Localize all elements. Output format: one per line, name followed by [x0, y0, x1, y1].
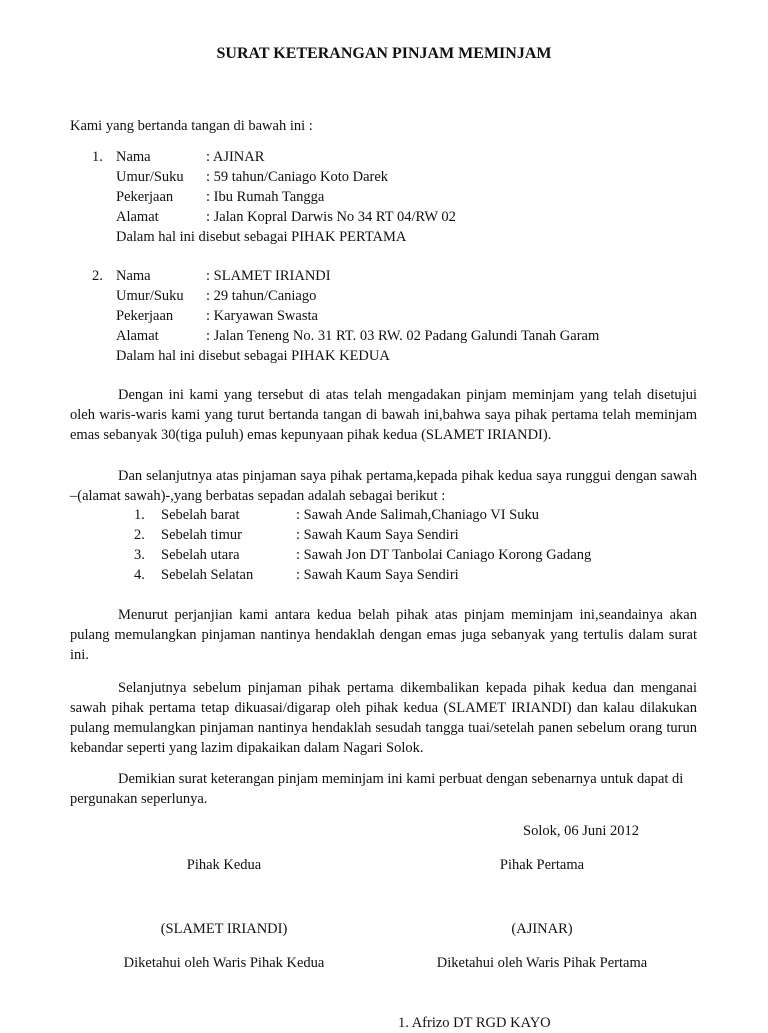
paragraph-text: Menurut perjanjian kami antara kedua belah pihak atas pinjam meminjam ini,seandainya akan pulang memulangkan pinjaman nantinya hendaklah dengan emas juga sebanyak yang tertulis dalam surat ini.	[70, 607, 697, 663]
field-label: Umur/Suku	[116, 169, 184, 185]
field-label: Pekerjaan	[116, 189, 174, 205]
boundary-value: : Sawah Ande Salimah,Chaniago VI Suku	[296, 507, 539, 523]
boundary-value: : Sawah Jon DT Tanbolai Caniago Korong Gadang	[296, 547, 592, 563]
place-date: Solok, 06 Juni 2012	[523, 823, 640, 839]
signature-name-left: (SLAMET IRIANDI)	[160, 921, 288, 937]
party-designation: Dalam hal ini disebut sebagai PIHAK PERTAMA	[116, 229, 407, 245]
paragraph-repayment	[70, 605, 697, 665]
list-number: 4.	[134, 567, 145, 583]
field-label: Alamat	[116, 209, 159, 225]
signature-name-right: (AJINAR)	[511, 921, 573, 937]
party-designation: Dalam hal ini disebut sebagai PIHAK KEDUA	[116, 348, 390, 364]
party-number: 1.	[92, 149, 103, 165]
witness-name-cutoff: 1. Afrizo DT RGD KAYO	[398, 1015, 551, 1031]
paragraph-text: Dengan ini kami yang tersebut di atas telah mengadakan pinjam meminjam yang telah disetujui oleh waris-waris kami yang turut bertanda tangan di bawah ini,bahwa saya pihak pertama telah meminjam emas sebanyak 30(tiga puluh) emas kepunyaan pihak kedua (SLAMET IRIANDI).	[70, 387, 697, 443]
paragraph-collateral	[70, 466, 697, 506]
field-label: Nama	[116, 268, 151, 284]
list-number: 1.	[134, 507, 145, 523]
list-number: 3.	[134, 547, 145, 563]
signature-role-right: Pihak Pertama	[499, 857, 585, 873]
paragraph-loan-agreement	[70, 385, 697, 445]
intro-text: Kami yang bertanda tangan di bawah ini :	[70, 118, 313, 134]
boundary-label: Sebelah Selatan	[161, 567, 254, 583]
boundary-label: Sebelah timur	[161, 527, 242, 543]
paragraph-land-use	[70, 678, 697, 758]
paragraph-closing	[70, 769, 697, 809]
field-value: : AJINAR	[206, 149, 265, 165]
field-value: : 59 tahun/Caniago Koto Darek	[206, 169, 389, 185]
witness-label-left: Diketahui oleh Waris Pihak Kedua	[123, 955, 325, 971]
field-label: Alamat	[116, 328, 159, 344]
field-value: : 29 tahun/Caniago	[206, 288, 317, 304]
paragraph-text: Dan selanjutnya atas pinjaman saya pihak pertama,kepada pihak kedua saya runggui dengan sawah –(alamat sawah)-,yang berbatas sepadan adalah sebagai berikut :	[70, 468, 697, 504]
witness-label-right: Diketahui oleh Waris Pihak Pertama	[436, 955, 648, 971]
list-number: 2.	[134, 527, 145, 543]
boundary-value: : Sawah Kaum Saya Sendiri	[296, 567, 459, 583]
field-value: : Karyawan Swasta	[206, 308, 318, 324]
boundary-value: : Sawah Kaum Saya Sendiri	[296, 527, 459, 543]
paragraph-text: Selanjutnya sebelum pinjaman pihak pertama dikembalikan kepada pihak kedua dan menganai sawah pihak pertama tetap dikuasai/digarap oleh pihak kedua (SLAMET IRIANDI) dan kalau dilakukan pulang memulangkan pinjaman nantinya hendaklah sesudah tangga tuai/setelah panen sebelum orang turun kebandar seperti yang lazim dipakaikan dalam Nagari Solok.	[70, 680, 697, 756]
field-label: Pekerjaan	[116, 308, 174, 324]
paragraph-text: Demikian surat keterangan pinjam meminjam ini kami perbuat dengan sebenarnya untuk dapat di pergunakan seperlunya.	[70, 771, 684, 807]
field-value: : Jalan Kopral Darwis No 34 RT 04/RW 02	[206, 209, 456, 225]
field-value: : Jalan Teneng No. 31 RT. 03 RW. 02 Padang Galundi Tanah Garam	[206, 328, 600, 344]
field-value: : Ibu Rumah Tangga	[206, 189, 325, 205]
field-value: : SLAMET IRIANDI	[206, 268, 331, 284]
document-title: SURAT KETERANGAN PINJAM MEMINJAM	[216, 45, 552, 62]
field-label: Nama	[116, 149, 151, 165]
boundary-label: Sebelah utara	[161, 547, 240, 563]
party-number: 2.	[92, 268, 103, 284]
field-label: Umur/Suku	[116, 288, 184, 304]
boundary-label: Sebelah barat	[161, 507, 240, 523]
signature-role-left: Pihak Kedua	[186, 857, 262, 873]
